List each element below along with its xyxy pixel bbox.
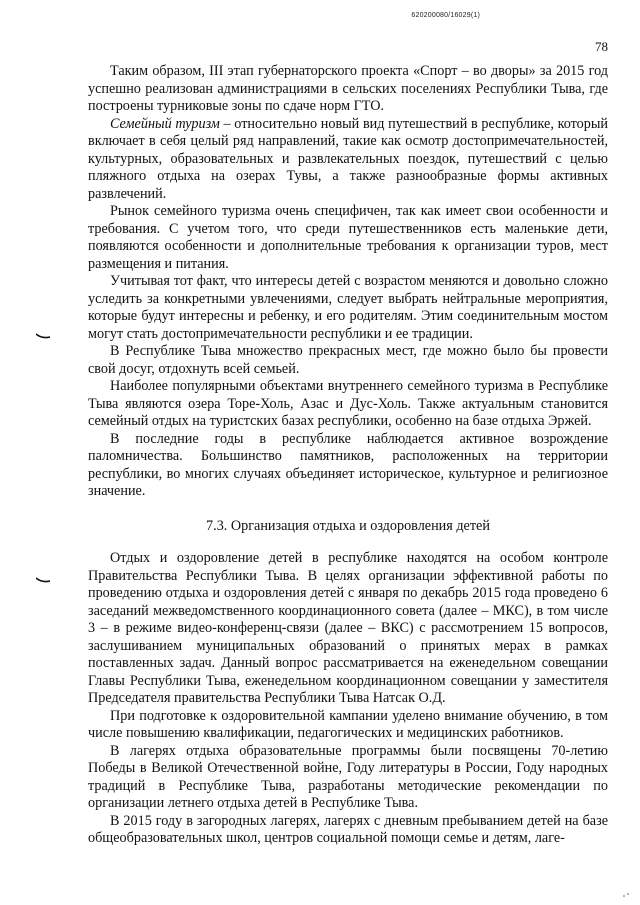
paragraph-text: Наиболее популярными объектами внутреннего семейного туризма в Республике Тыва являются озера Торе-Холь, Азас и Дус-Холь. Также актуальным становится семейный отдых на туристских базах республики, особенно на базе отдыха Эржей.	[88, 378, 608, 429]
paragraph	[88, 708, 608, 743]
paragraph-text: Отдых и оздоровление детей в республике находятся на особом контроле Правительства Республики Тыва. В целях организации эффективной работы по проведению отдыха и оздоровления детей с января по декабрь 2015 года проведено 6 заседаний межведомственного координационного совета (далее – МКС), в том числе 3 – в режиме видео-конференц-связи (далее – ВКС) с рассмотрением 15 вопросов, заслушиванием муниципальных образований о принятых мерах в рамках поставленных задач. Данный вопрос рассматривается на еженедельном совещании Главы Республики Тыва, еженедельном координационном совещании у заместителя Председателя правительства Республики Тыва Натсак О.Д.	[88, 550, 608, 706]
document-id: 620200080/16029(1)	[411, 12, 480, 19]
paragraph-text: Рынок семейного туризма очень специфичен, так как имеет свои особенности и требования. С учетом того, что среди путешественников есть маленькие дети, появляются особенности и дополнительные требования к организации туров, мест размещения и питания.	[88, 203, 608, 272]
paragraph-text: Таким образом, III этап губернаторского проекта «Спорт – во дворы» за 2015 год успешно реализован администрациями в сельских поселениях Республики Тыва, где построены турниковые зоны по сдаче норм ГТО.	[88, 63, 608, 114]
scan-artifact-icon	[622, 885, 630, 891]
document-body	[88, 63, 608, 848]
scan-tick-mark-icon	[36, 577, 50, 583]
paragraph-text: Учитывая тот факт, что интересы детей с возрастом меняются и довольно сложно уследить за конкретными увлечениями, следует выбрать нейтральные мероприятия, которые будут интересны и ребенку, и его родителям. Этим соединительным мостом могут стать достопримечательности республики и ее традиции.	[88, 273, 608, 342]
paragraph-text: В последние годы в республике наблюдается активное возрождение паломничества. Большинство памятников, расположенных на территории республики, во многих случаях объединяет историческое, культурное и религиозное значение.	[88, 430, 608, 499]
paragraph	[88, 743, 608, 813]
paragraph	[88, 63, 608, 116]
paragraph-text: В лагерях отдыха образовательные программы были посвящены 70-летию Победы в Великой Отечественной войне, Году литературы в России, Году народных традиций в Республике Тыва, разработаны методические рекомендации по организации летнего отдыха детей в Республике Тыва.	[88, 742, 608, 811]
section-heading: 7.3. Организация отдыха и оздоровления детей	[206, 517, 490, 534]
paragraph	[88, 378, 608, 431]
scan-tick-mark-icon	[36, 333, 50, 339]
paragraph	[88, 343, 608, 378]
paragraph	[88, 273, 608, 343]
paragraph	[88, 431, 608, 501]
paragraph-lead-term: Семейный туризм	[110, 115, 220, 132]
page-number: 78	[595, 39, 608, 54]
paragraph	[88, 116, 608, 204]
paragraph-text: – относительно новый вид путешествий в республике, который включает в себя целый ряд направлений, такие как осмотр достопримечательностей, культурных, образовательных и развлекательных поездок, путешествий с целью пляжного отдыха на озерах Тувы, а также разнообразные формы активных развлечений.	[88, 115, 608, 202]
paragraph	[88, 813, 608, 848]
paragraph-text: В Республике Тыва множество прекрасных мест, где можно было бы провести свой досуг, отдохнуть всей семьей.	[88, 343, 608, 377]
paragraph-text: В 2015 году в загородных лагерях, лагерях с дневным пребыванием детей на базе общеобразовательных школ, центров социальной помощи семье и детям, лаге-	[88, 812, 608, 846]
paragraph	[88, 550, 608, 708]
paragraph-text: При подготовке к оздоровительной кампании уделено внимание обучению, в том числе повышению квалификации, педагогических и медицинских работников.	[88, 707, 608, 741]
paragraph	[88, 203, 608, 273]
